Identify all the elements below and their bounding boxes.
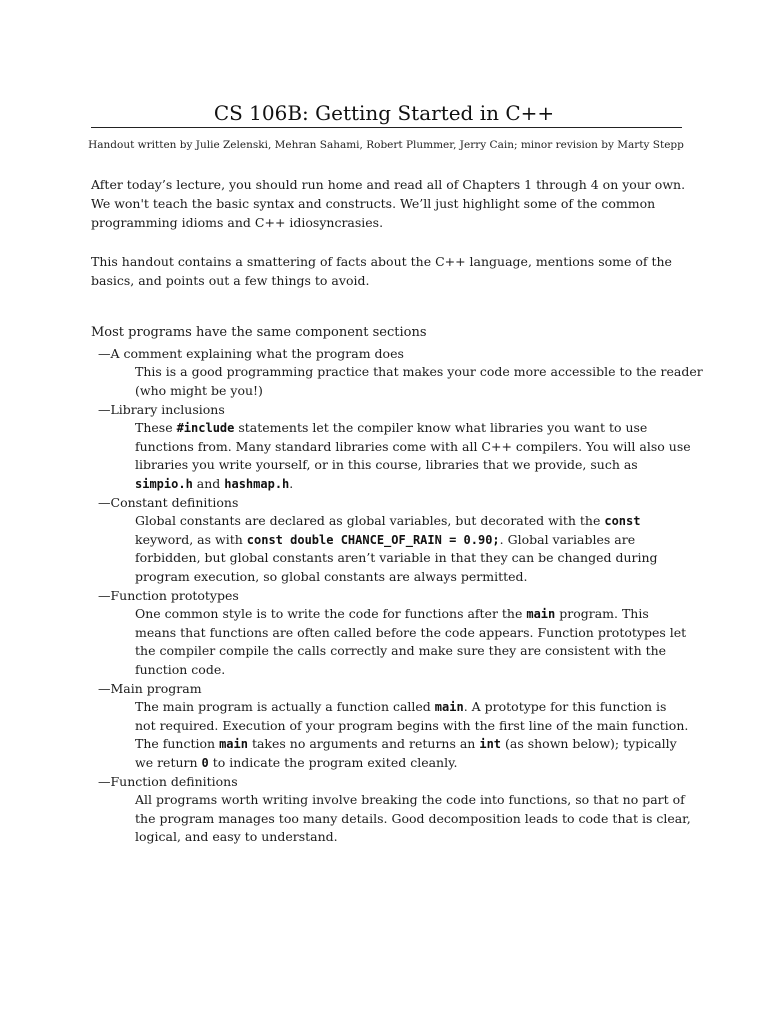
description-line [135, 438, 691, 457]
text-run: functions from. Many standard libraries come with all C++ compilers. You will also use [135, 438, 691, 454]
text-run: (who might be you!) [135, 382, 263, 398]
text-run: keyword, as with [135, 531, 247, 547]
text-run: libraries you write yourself, or in this course, libraries that we provide, such as [135, 457, 638, 472]
text-run: program. This [555, 606, 649, 621]
section-item [91, 680, 691, 772]
text-run: . A prototype for this function is [463, 699, 667, 714]
inline-code: const double CHANCE_OF_RAIN = 0.90; [246, 532, 500, 547]
text-run: . Global variables are [499, 531, 636, 547]
title-rule [91, 127, 682, 128]
intro-paragraph-1 [91, 175, 691, 232]
intro-paragraph-2 [91, 252, 691, 290]
inline-code: #include [176, 421, 235, 435]
text-run: to indicate the program exited cleanly. [208, 754, 458, 770]
section-item [91, 587, 691, 679]
description-line [135, 754, 691, 773]
section-item-description [91, 698, 691, 772]
page-title: CS 106B: Getting Started in C++ [213, 101, 555, 125]
section-item [91, 773, 691, 847]
paragraph-line: We won't teach the basic syntax and constructs. We’ll just highlight some of the common [91, 196, 656, 211]
description-line [135, 512, 691, 531]
description-line [135, 363, 703, 382]
description-line [135, 549, 691, 568]
section-item [91, 345, 703, 400]
section-item-description [91, 363, 703, 400]
section-item-label: —Function definitions [98, 774, 238, 789]
section-item-description [91, 419, 691, 493]
inline-code: main [526, 607, 556, 621]
description-line [135, 382, 691, 401]
description-line [135, 624, 691, 643]
description-line [135, 791, 691, 810]
description-line [135, 531, 691, 550]
component-sections [91, 323, 703, 848]
description-line [135, 735, 691, 754]
text-run: (as shown below); typically [501, 736, 677, 751]
description-line [135, 810, 691, 829]
section-item-description [91, 605, 691, 679]
inline-code: const [604, 514, 641, 528]
text-run: The function [135, 736, 220, 751]
description-line [135, 661, 691, 680]
section-item-label: —Main program [98, 681, 202, 696]
text-run: takes no arguments and returns an [247, 736, 480, 751]
section-list [91, 345, 703, 847]
section-item-label: —Constant definitions [98, 495, 239, 510]
text-run: The main program is actually a function called [135, 699, 435, 714]
text-run: This is a good programming practice that makes your code more accessible to the reader [135, 364, 703, 379]
text-run: and [192, 475, 225, 491]
text-run: Global constants are declared as global variables, but decorated with the [135, 513, 605, 528]
section-item-description [91, 512, 691, 586]
inline-code: main [434, 700, 464, 714]
text-run: forbidden, but global constants aren’t variable in that they can be changed during [135, 550, 658, 565]
byline: Handout written by Julie Zelenski, Mehran Sahami, Robert Plummer, Jerry Cain; minor revision by Marty Stepp [88, 139, 684, 151]
inline-code: simpio.h [135, 476, 193, 491]
text-run: All programs worth writing involve breaking the code into functions, so that no part of [135, 792, 685, 807]
text-run: the program manages too many details. Good decomposition leads to code that is clear, [135, 810, 691, 826]
text-run: program execution, so global constants are always permitted. [135, 568, 528, 584]
description-line [135, 475, 691, 494]
text-run: logical, and easy to understand. [135, 829, 338, 844]
paragraph-line: After today’s lecture, you should run home and read all of Chapters 1 through 4 on your own. [91, 177, 686, 192]
text-run: not required. Execution of your program begins with the first line of the main function. [135, 717, 689, 733]
section-item-description [91, 791, 691, 847]
description-line [135, 456, 691, 475]
text-run: statements let the compiler know what libraries you want to use [234, 420, 648, 435]
section-item-label: —Library inclusions [98, 402, 225, 417]
text-run: function code. [135, 661, 226, 677]
section-item [91, 494, 691, 586]
text-run: These [135, 420, 177, 435]
inline-code: main [219, 737, 248, 751]
section-item-label: —Function prototypes [98, 588, 239, 603]
section-item [91, 401, 691, 493]
description-line [135, 698, 691, 717]
description-line [135, 605, 691, 624]
section-item-label: —A comment explaining what the program does [98, 346, 404, 361]
text-run: the compiler compile the calls correctly and make sure they are consistent with the [135, 643, 667, 658]
paragraph-line: basics, and points out a few things to avoid. [91, 273, 370, 288]
text-run: One common style is to write the code for functions after the [135, 606, 527, 621]
section-heading: Most programs have the same component sections [91, 325, 427, 340]
paragraph-line: programming idioms and C++ idiosyncrasies. [91, 215, 384, 230]
description-line [135, 419, 691, 438]
description-line [135, 717, 691, 736]
description-line [135, 642, 691, 661]
description-line [135, 568, 691, 587]
description-line [135, 828, 691, 847]
inline-code: 0 [201, 755, 209, 770]
inline-code: hashmap.h [224, 476, 290, 491]
inline-code: int [479, 737, 502, 751]
paragraph-line: This handout contains a smattering of facts about the C++ language, mentions some of the [91, 254, 672, 269]
text-run: means that functions are often called before the code appears. Function prototypes let [135, 624, 687, 640]
text-run: we return [135, 754, 202, 770]
text-run: . [289, 475, 294, 491]
